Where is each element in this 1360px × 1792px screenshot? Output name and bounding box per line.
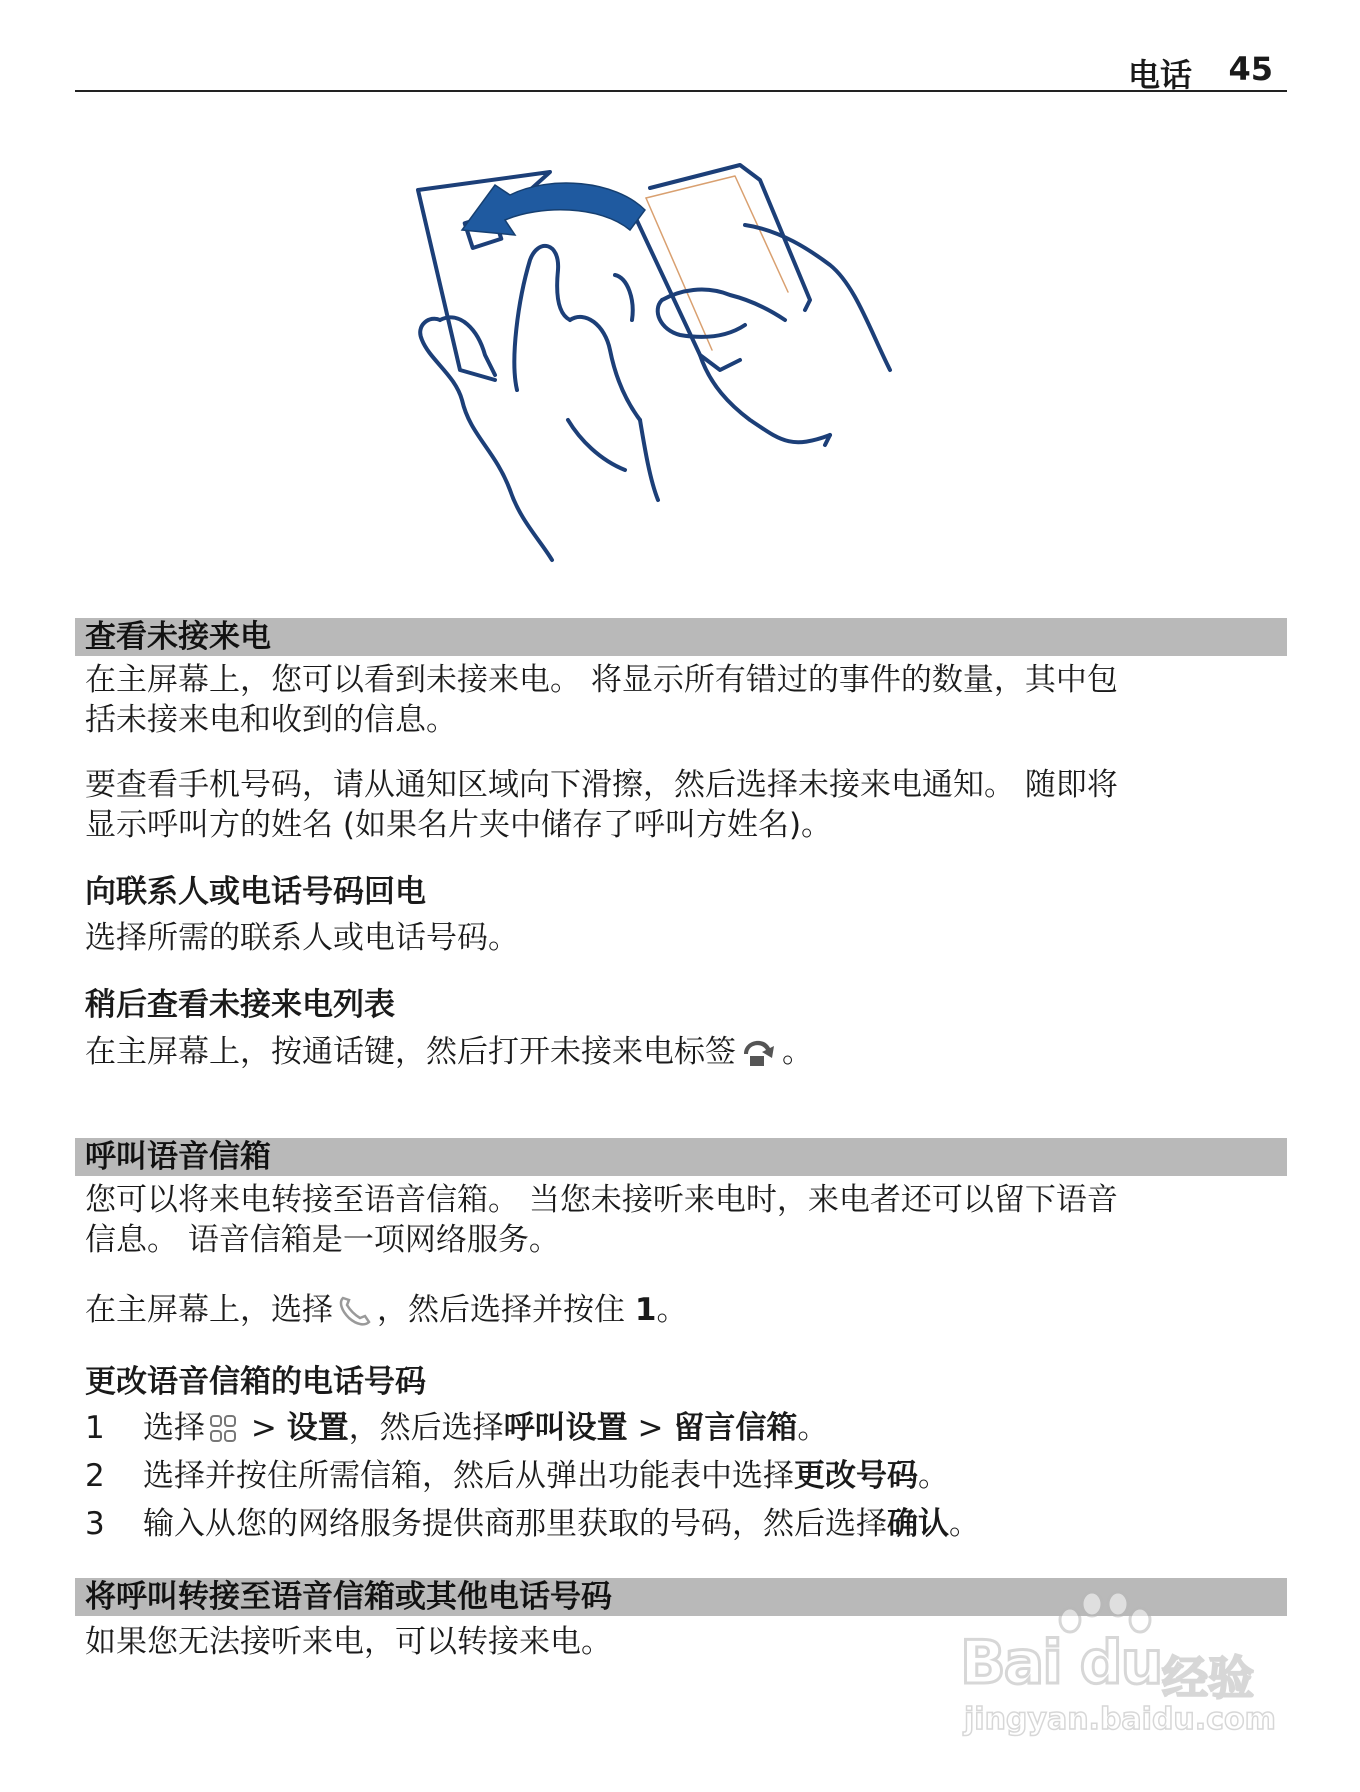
phone-handset-icon xyxy=(337,1294,373,1336)
baidu-jingyan-watermark xyxy=(950,1590,1280,1740)
text-segment: ，然后选择并按住 xyxy=(377,1292,625,1328)
divert-calls-text: 如果您无法接听来电，可以转接来电。 xyxy=(85,1624,612,1660)
step-3 xyxy=(85,1504,1285,1544)
subheading-view-later: 稍后查看未接来电列表 xyxy=(85,987,395,1023)
view-later-text xyxy=(85,1032,1285,1078)
page-number: 45 xyxy=(1228,50,1273,88)
menu-path-settings: 设置 xyxy=(286,1410,349,1446)
text-segment: > xyxy=(241,1410,287,1446)
text-segment: 。 xyxy=(918,1458,949,1494)
section-heading-voicemail: 呼叫语音信箱 xyxy=(75,1138,1287,1176)
view-later-text-end: 。 xyxy=(782,1034,813,1070)
text-segment: 选择 xyxy=(143,1410,205,1446)
text-segment: 输入从您的网络服务提供商那里获取的号码，然后选择 xyxy=(143,1506,887,1542)
header-section-title: 电话 xyxy=(1127,56,1192,94)
text-line: 要查看手机号码，请从通知区域向下滑擦，然后选择未接来电通知。 随即将 xyxy=(85,767,1118,803)
text-segment: 在主屏幕上，选择 xyxy=(85,1292,333,1328)
watermark-label: 经验 xyxy=(1162,1651,1254,1705)
text-segment: ，然后选择 xyxy=(348,1410,504,1446)
menu-path-confirm: 确认 xyxy=(887,1506,949,1542)
text-segment: 。 xyxy=(797,1410,829,1446)
text-line: 显示呼叫方的姓名 (如果名片夹中储存了呼叫方姓名)。 xyxy=(85,807,833,843)
swipe-arrow-icon xyxy=(462,183,645,235)
watermark-url: jingyan.baidu.com xyxy=(964,1702,1276,1737)
subheading-change-number: 更改语音信箱的电话号码 xyxy=(85,1364,426,1400)
voicemail-paragraph-1 xyxy=(85,1180,1285,1260)
watermark-logo: Bai du xyxy=(960,1628,1162,1698)
menu-path-call-settings: 呼叫设置 xyxy=(503,1410,628,1446)
section-heading-missed-calls: 查看未接来电 xyxy=(75,618,1287,656)
text-segment: > xyxy=(627,1410,674,1446)
key-1-label: 1 xyxy=(634,1292,657,1328)
subheading-call-back: 向联系人或电话号码回电 xyxy=(85,874,426,910)
missed-calls-paragraph-2 xyxy=(85,765,1285,845)
step-1 xyxy=(85,1408,1285,1454)
hand-swipe-phone-illustration xyxy=(400,160,970,570)
voicemail-paragraph-2 xyxy=(85,1290,1285,1336)
missed-calls-paragraph-1 xyxy=(85,660,1285,740)
step-number: 3 xyxy=(85,1506,105,1542)
text-segment: 选择并按住所需信箱，然后从弹出功能表中选择 xyxy=(143,1458,794,1494)
text-segment: 。 xyxy=(949,1506,980,1542)
call-back-text: 选择所需的联系人或电话号码。 xyxy=(85,920,519,956)
text-line: 信息。 语音信箱是一项网络服务。 xyxy=(85,1222,560,1258)
menu-grid-icon xyxy=(209,1414,237,1454)
running-header xyxy=(75,48,1287,92)
text-line: 在主屏幕上，您可以看到未接来电。 将显示所有错过的事件的数量，其中包 xyxy=(85,662,1118,698)
menu-path-change-number: 更改号码 xyxy=(794,1458,918,1494)
view-later-text-main: 在主屏幕上，按通话键，然后打开未接来电标签 xyxy=(85,1034,736,1070)
step-number: 1 xyxy=(85,1410,105,1446)
section-heading-divert-calls: 将呼叫转接至语音信箱或其他电话号码 xyxy=(75,1578,1287,1616)
text-segment: 。 xyxy=(656,1292,688,1328)
menu-path-voice-mailbox: 留言信箱 xyxy=(673,1410,798,1446)
step-2 xyxy=(85,1456,1285,1496)
text-line: 您可以将来电转接至语音信箱。 当您未接听来电时，来电者还可以留下语音 xyxy=(85,1182,1118,1218)
text-line: 括未接来电和收到的信息。 xyxy=(85,702,457,738)
step-number: 2 xyxy=(85,1458,105,1494)
missed-call-icon xyxy=(740,1036,778,1078)
